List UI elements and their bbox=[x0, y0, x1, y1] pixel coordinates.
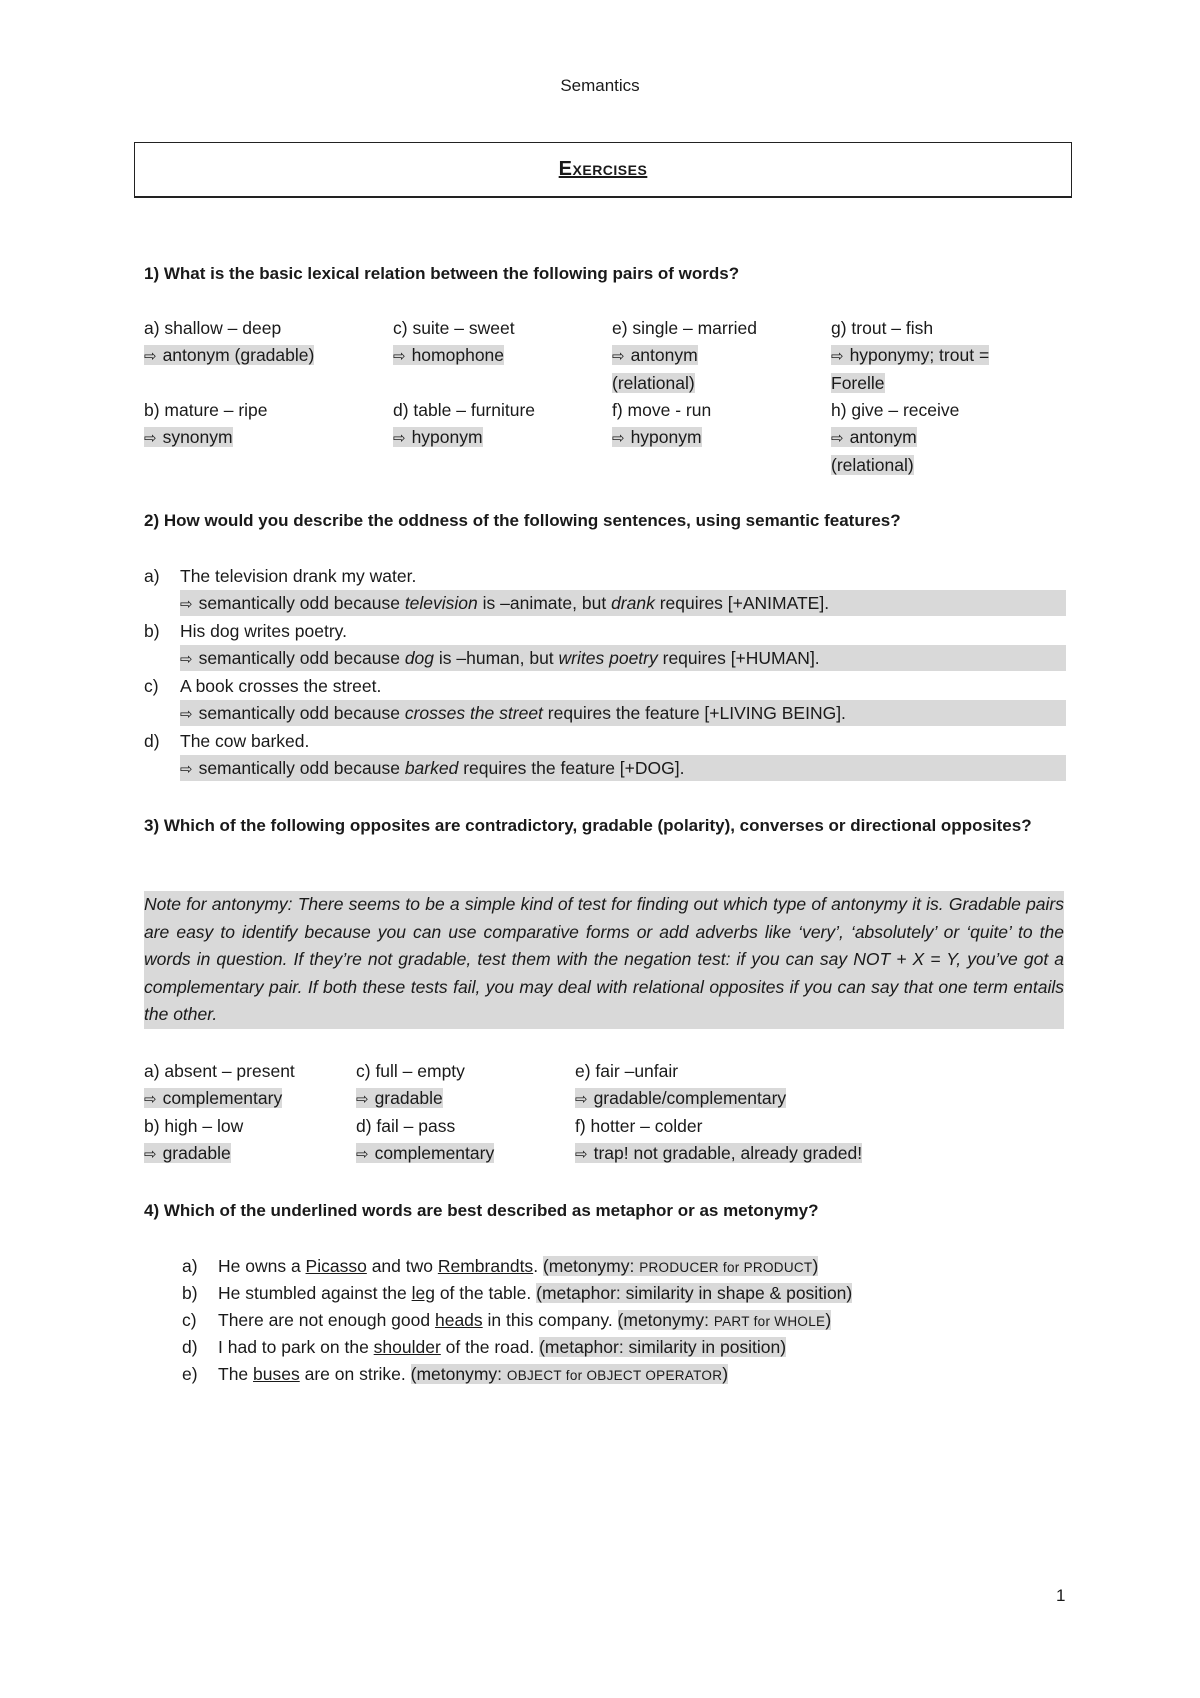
q1-item-h bbox=[831, 397, 960, 479]
underlined-word: shoulder bbox=[373, 1337, 441, 1357]
underlined-word: leg bbox=[411, 1283, 435, 1303]
answer-highlight bbox=[144, 345, 314, 365]
answer-highlight bbox=[831, 345, 989, 393]
underlined-word: Rembrandts bbox=[437, 1256, 534, 1276]
q2-letter-c: c) bbox=[144, 676, 159, 696]
underlined-word: Picasso bbox=[305, 1256, 367, 1276]
page-number: 1 bbox=[1056, 1586, 1066, 1605]
arrow-right-outline-icon: ⇨ bbox=[144, 347, 157, 365]
answer-text: hyponymy; trout = Forelle bbox=[831, 345, 990, 393]
answer-text: hyponym bbox=[630, 427, 702, 447]
answer-text: trap! not gradable, already graded! bbox=[593, 1143, 863, 1163]
arrow-right-outline-icon: ⇨ bbox=[144, 1145, 157, 1163]
pair-text: d) fail – pass bbox=[356, 1116, 456, 1136]
question-1: 1) What is the basic lexical relation between the following pairs of words? bbox=[144, 264, 740, 283]
q1-item-e bbox=[612, 315, 757, 397]
answer-text: hyponym bbox=[411, 427, 483, 447]
q2-answer-c bbox=[180, 700, 1066, 726]
q2-sentence-c: A book crosses the street. bbox=[180, 676, 382, 696]
q4-letter-d: d) bbox=[182, 1337, 198, 1357]
q1-item-d bbox=[393, 397, 603, 452]
q2-letter-d: d) bbox=[144, 731, 160, 751]
q2-letter-a: a) bbox=[144, 566, 160, 586]
answer-highlight bbox=[618, 1310, 832, 1330]
q3-item-b bbox=[144, 1113, 344, 1168]
arrow-right-outline-icon: ⇨ bbox=[575, 1090, 588, 1108]
q1-item-f bbox=[612, 397, 812, 452]
emphasis: crosses the street bbox=[404, 703, 543, 723]
q4-letter-a: a) bbox=[182, 1256, 198, 1276]
arrow-right-outline-icon: ⇨ bbox=[180, 705, 193, 723]
q2-answer-a bbox=[180, 590, 1066, 616]
running-header: Semantics bbox=[560, 76, 640, 95]
question-4: 4) Which of the underlined words are best described as metaphor or as metonymy? bbox=[144, 1201, 819, 1220]
q3-item-d bbox=[356, 1113, 556, 1168]
pair-text: a) absent – present bbox=[144, 1061, 295, 1081]
underlined-word: heads bbox=[434, 1310, 483, 1330]
answer-smallcaps: PRODUCER for PRODUCT bbox=[639, 1260, 813, 1275]
answer-text: antonym (relational) bbox=[612, 345, 698, 393]
answer-text: (metonymy: bbox=[617, 1310, 714, 1330]
answer-text: (metaphor: similarity in shape & position) bbox=[536, 1283, 853, 1303]
answer-highlight bbox=[144, 427, 233, 447]
pair-text: a) shallow – deep bbox=[144, 318, 282, 338]
sentence-text: of the road. bbox=[440, 1337, 540, 1357]
q1-item-b bbox=[144, 397, 374, 452]
arrow-right-outline-icon: ⇨ bbox=[575, 1145, 588, 1163]
answer-highlight bbox=[575, 1088, 786, 1108]
q2-sentence-a: The television drank my water. bbox=[180, 566, 417, 586]
arrow-right-outline-icon: ⇨ bbox=[356, 1090, 369, 1108]
q1-item-c bbox=[393, 315, 603, 370]
pair-text: c) suite – sweet bbox=[393, 318, 515, 338]
answer-text: (metaphor: similarity in position) bbox=[539, 1337, 787, 1357]
answer-highlight bbox=[575, 1143, 862, 1163]
answer-text: gradable bbox=[162, 1143, 231, 1163]
q4-sentence-c bbox=[218, 1310, 831, 1331]
pair-text: e) fair –unfair bbox=[575, 1061, 679, 1081]
pair-text: h) give – receive bbox=[831, 400, 960, 420]
question-2: 2) How would you describe the oddness of the following sentences, using semantic features? bbox=[144, 511, 901, 530]
answer-text: requires [+HUMAN]. bbox=[657, 648, 820, 668]
sentence-text: There are not enough good bbox=[218, 1310, 435, 1330]
answer-highlight bbox=[144, 1088, 282, 1108]
answer-text: semantically odd because bbox=[198, 758, 405, 778]
arrow-right-outline-icon: ⇨ bbox=[180, 650, 193, 668]
answer-text: semantically odd because bbox=[198, 703, 405, 723]
answer-text: requires the feature [+DOG]. bbox=[458, 758, 685, 778]
sentence-text: in this company. bbox=[482, 1310, 618, 1330]
title-box bbox=[134, 142, 1072, 198]
q2-answer-b bbox=[180, 645, 1066, 671]
pair-text: b) high – low bbox=[144, 1116, 244, 1136]
sentence-text: The bbox=[218, 1364, 254, 1384]
answer-text: requires [+ANIMATE]. bbox=[654, 593, 830, 613]
q4-sentence-a bbox=[218, 1256, 818, 1277]
answer-text: ) bbox=[812, 1256, 819, 1276]
answer-highlight bbox=[356, 1143, 494, 1163]
answer-text: gradable bbox=[374, 1088, 443, 1108]
arrow-right-outline-icon: ⇨ bbox=[144, 1090, 157, 1108]
answer-text: (metonymy: bbox=[410, 1364, 507, 1384]
answer-highlight bbox=[543, 1256, 818, 1276]
pair-text: c) full – empty bbox=[356, 1061, 465, 1081]
answer-text: is –human, but bbox=[434, 648, 559, 668]
sentence-text: . bbox=[533, 1256, 543, 1276]
pair-text: d) table – furniture bbox=[393, 400, 536, 420]
sentence-text: are on strike. bbox=[299, 1364, 411, 1384]
q3-item-e bbox=[575, 1058, 995, 1113]
emphasis: writes poetry bbox=[558, 648, 658, 668]
q1-item-a bbox=[144, 315, 374, 370]
q4-sentence-e bbox=[218, 1364, 728, 1385]
emphasis: barked bbox=[404, 758, 459, 778]
underlined-word: buses bbox=[253, 1364, 300, 1384]
emphasis: dog bbox=[404, 648, 435, 668]
q3-item-f bbox=[575, 1113, 995, 1168]
answer-text: antonym (gradable) bbox=[162, 345, 315, 365]
pair-text: f) hotter – colder bbox=[575, 1116, 703, 1136]
q4-letter-b: b) bbox=[182, 1283, 198, 1303]
q4-sentence-b bbox=[218, 1283, 852, 1304]
question-3: 3) Which of the following opposites are contradictory, gradable (polarity), converses or directional opposites? bbox=[144, 816, 1032, 835]
q2-sentence-b: His dog writes poetry. bbox=[180, 621, 347, 641]
answer-text: ) bbox=[722, 1364, 729, 1384]
answer-text: semantically odd because bbox=[198, 648, 405, 668]
arrow-right-outline-icon: ⇨ bbox=[612, 347, 625, 365]
answer-text: gradable/complementary bbox=[593, 1088, 787, 1108]
arrow-right-outline-icon: ⇨ bbox=[393, 347, 406, 365]
emphasis: television bbox=[404, 593, 478, 613]
answer-text: is –animate, but bbox=[477, 593, 612, 613]
q2-sentence-d: The cow barked. bbox=[180, 731, 310, 751]
arrow-right-outline-icon: ⇨ bbox=[144, 429, 157, 447]
sentence-text: He stumbled against the bbox=[218, 1283, 412, 1303]
answer-text: semantically odd because bbox=[198, 593, 405, 613]
page-title: Exercises bbox=[558, 158, 648, 180]
answer-smallcaps: PART for WHOLE bbox=[713, 1314, 826, 1329]
answer-text: synonym bbox=[162, 427, 233, 447]
answer-text: complementary bbox=[162, 1088, 283, 1108]
pair-text: g) trout – fish bbox=[831, 318, 934, 338]
q4-letter-c: c) bbox=[182, 1310, 197, 1330]
arrow-right-outline-icon: ⇨ bbox=[393, 429, 406, 447]
q2-answer-d bbox=[180, 755, 1066, 781]
arrow-right-outline-icon: ⇨ bbox=[180, 595, 193, 613]
emphasis: drank bbox=[611, 593, 655, 613]
q2-letter-b: b) bbox=[144, 621, 160, 641]
answer-text: ) bbox=[825, 1310, 832, 1330]
answer-highlight bbox=[612, 427, 702, 447]
answer-text: (metonymy: bbox=[542, 1256, 640, 1276]
answer-highlight bbox=[144, 1143, 231, 1163]
answer-text: homophone bbox=[411, 345, 505, 365]
sentence-text: He owns a bbox=[218, 1256, 306, 1276]
pair-text: f) move - run bbox=[612, 400, 712, 420]
answer-highlight bbox=[356, 1088, 443, 1108]
answer-highlight bbox=[393, 345, 504, 365]
pair-text: b) mature – ripe bbox=[144, 400, 268, 420]
q4-letter-e: e) bbox=[182, 1364, 198, 1384]
q3-item-a bbox=[144, 1058, 344, 1113]
answer-text: complementary bbox=[374, 1143, 495, 1163]
q3-item-c bbox=[356, 1058, 556, 1113]
sentence-text: I had to park on the bbox=[218, 1337, 374, 1357]
arrow-right-outline-icon: ⇨ bbox=[831, 347, 844, 365]
arrow-right-outline-icon: ⇨ bbox=[612, 429, 625, 447]
answer-text: requires the feature [+LIVING BEING]. bbox=[542, 703, 846, 723]
sentence-text: and two bbox=[366, 1256, 438, 1276]
answer-highlight bbox=[612, 345, 698, 393]
arrow-right-outline-icon: ⇨ bbox=[356, 1145, 369, 1163]
answer-highlight bbox=[536, 1283, 852, 1303]
answer-smallcaps: OBJECT for OBJECT OPERATOR bbox=[506, 1368, 723, 1383]
arrow-right-outline-icon: ⇨ bbox=[180, 760, 193, 778]
answer-text: antonym (relational) bbox=[831, 427, 917, 475]
pair-text: e) single – married bbox=[612, 318, 757, 338]
arrow-right-outline-icon: ⇨ bbox=[831, 429, 844, 447]
q1-item-g bbox=[831, 315, 1046, 397]
sentence-text: of the table. bbox=[434, 1283, 537, 1303]
antonymy-note: Note for antonymy: There seems to be a simple kind of test for finding out which type of antonymy it is. Gradable pairs are easy to identify because you can use comparative forms or add adverbs like ‘very’, ‘absolutely’ or ‘quite’ to the words in question. If they’re not gradable, test them with the negation test: if you can say NOT + X = Y, you’ve got a complementary pair. If both these tests fail, you may deal with relational opposites if you can say that one term entails the other. bbox=[144, 891, 1064, 1029]
answer-highlight bbox=[393, 427, 483, 447]
q4-sentence-d bbox=[218, 1337, 786, 1358]
answer-highlight bbox=[539, 1337, 786, 1357]
answer-highlight bbox=[831, 427, 917, 475]
answer-highlight bbox=[411, 1364, 728, 1384]
